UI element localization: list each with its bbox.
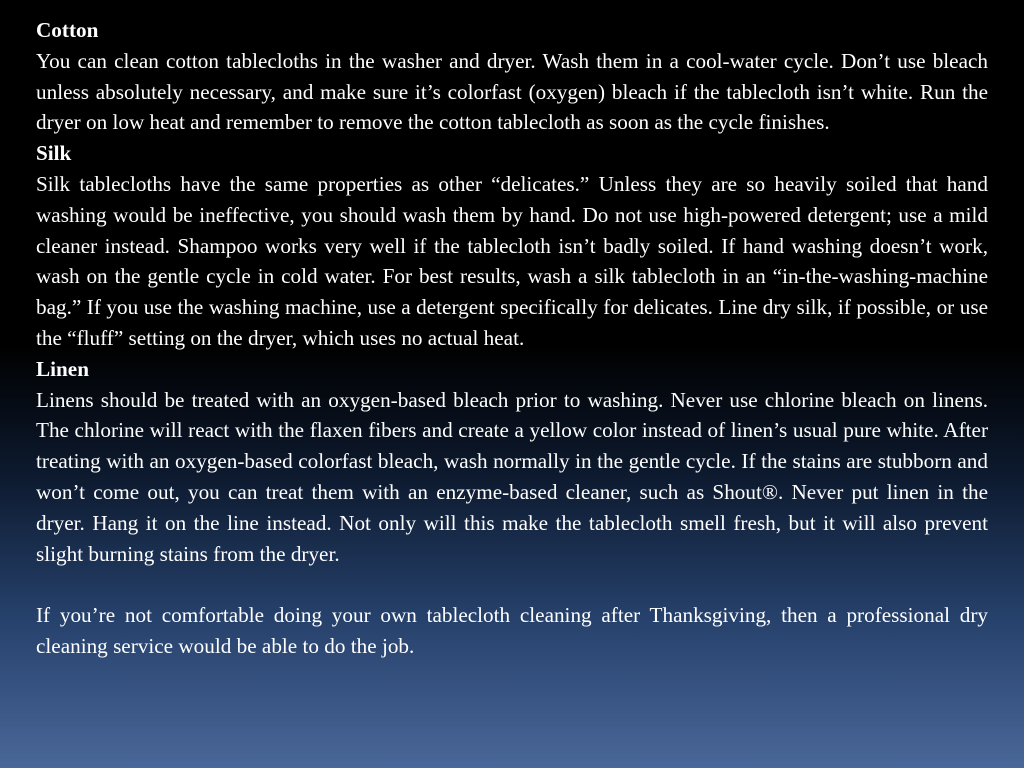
cotton-heading: Cotton [36,18,99,42]
silk-paragraph: Silk tablecloths have the same properties as other “delicates.” Unless they are so heavily soiled that hand washing would be ineffective, you should wash them by hand. Do not use high-powered detergent; use a mild cleaner instead. Shampoo works very well if the tablecloth isn’t badly soiled. If hand washing doesn’t work, wash on the gentle cycle in cold water. For best results, wash a silk tablecloth in an “in-the-washing-machine bag.” If you use the washing machine, use a detergent specifically for delicates. Line dry silk, if possible, or use the “fluff” setting on the dryer, which uses no actual heat. [36,171,988,350]
silk-heading: Silk [36,141,72,166]
closing-paragraph: If you’re not comfortable doing your own tablecloth cleaning after Thanksgiving, then a professional dry cleaning service would be able to do the job. [36,603,988,659]
linen-heading: Linen [36,356,89,381]
cotton-paragraph: You can clean cotton tablecloths in the washer and dryer. Wash them in a cool-water cycle. Don’t use bleach unless absolutely necessary, and make sure it’s colorfast (oxygen) bleach if the tablecloth isn’t white. Run the dryer on low heat and remember to remove the cotton tablecloth as soon as the cycle finishes. [36,48,988,135]
slide-content [36,15,988,662]
linen-paragraph: Linens should be treated with an oxygen-based bleach prior to washing. Never use chlorine bleach on linens. The chlorine will react with the flaxen fibers and create a yellow color instead of linen’s usual pure white. After treating with an oxygen-based colorfast bleach, wash normally in the gentle cycle. If the stains are stubborn and won’t come out, you can treat them with an enzyme-based cleaner, such as Shout®. Never put linen in the dryer. Hang it on the line instead. Not only will this make the tablecloth smell fresh, but it will also prevent slight burning stains from the dryer. [36,387,988,566]
paragraph-spacer [36,569,988,600]
